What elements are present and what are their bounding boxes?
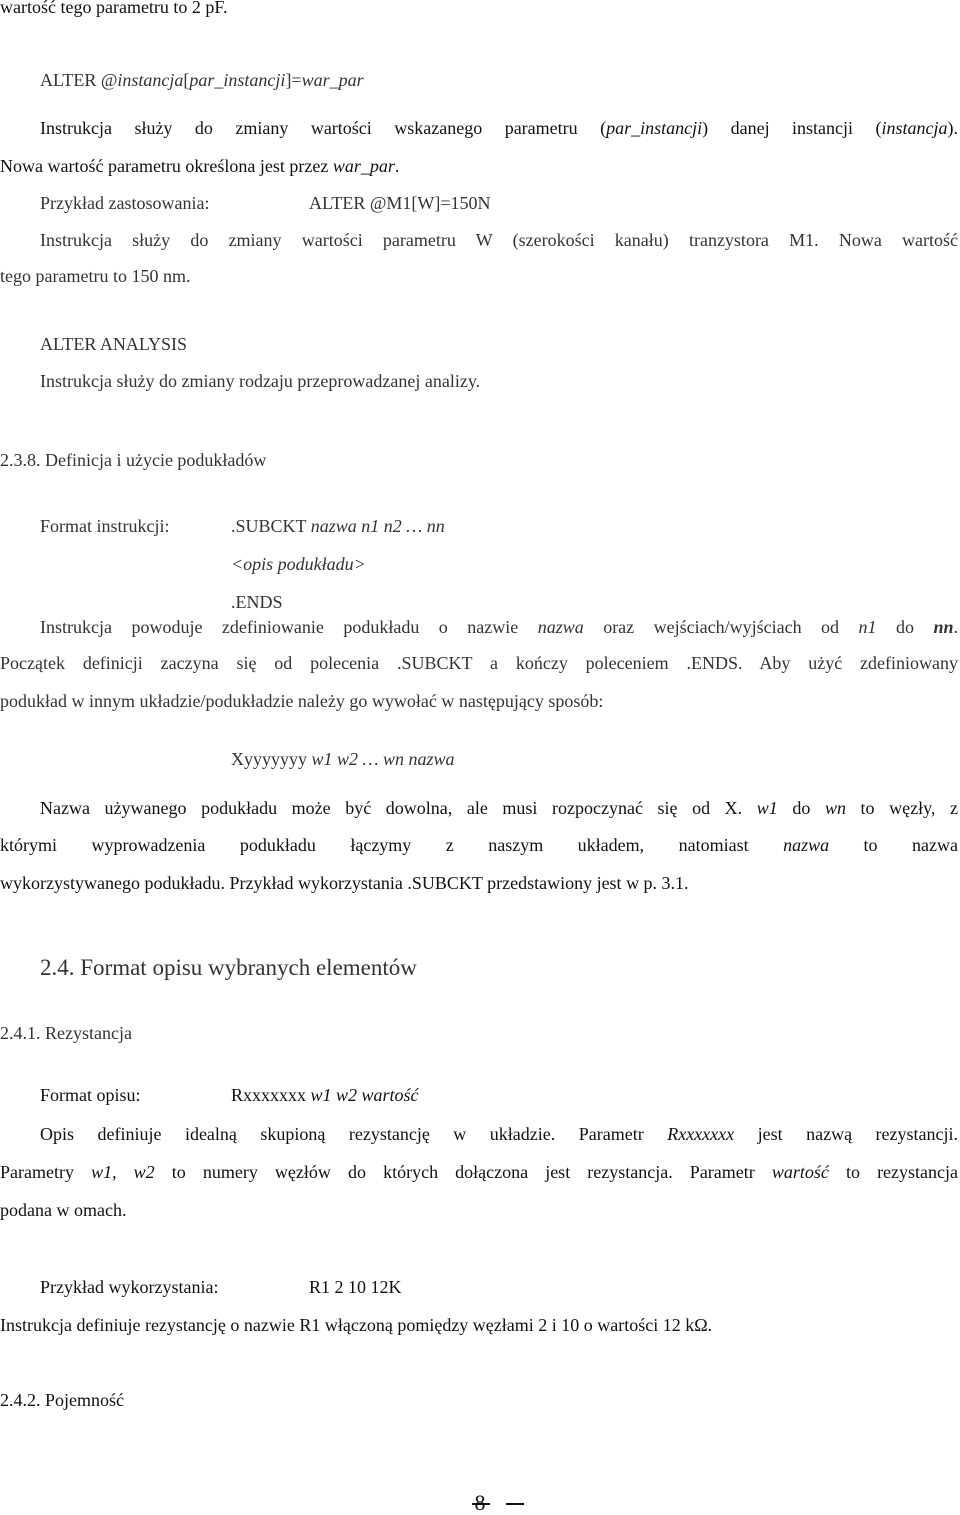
format-code: .ENDS: [231, 592, 283, 612]
paragraph-line: Instrukcja powoduje zdefiniowanie podukładu o nazwie nazwa oraz wejściach/wyjściach od n1 do nn.: [40, 617, 958, 637]
command-heading: ALTER ANALYSIS: [40, 334, 188, 354]
subsection-heading: 2.4.1. Rezystancja: [0, 1023, 132, 1043]
paragraph-line: Parametry w1, w2 to numery węzłów do których dołączona jest rezystancja. Parametr wartość to rezystancja: [0, 1162, 959, 1182]
example-code: ALTER @M1[W]=150N: [309, 193, 491, 213]
format-code: <opis podukładu>: [231, 554, 366, 574]
subsection-heading: 2.4.2. Pojemność: [0, 1390, 124, 1410]
example-label: Przykład wykorzystania:: [40, 1277, 219, 1297]
paragraph-line: podukład w innym układzie/podukładzie należy go wywołać w następujący sposób:: [0, 691, 604, 711]
section-heading-large: 2.4. Format opisu wybranych elementów: [40, 955, 417, 980]
section-heading: 2.3.8. Definicja i użycie podukładów: [0, 450, 267, 470]
format-code: .SUBCKT nazwa n1 n2 … nn: [231, 516, 445, 536]
paragraph-line: Instrukcja służy do zmiany rodzaju przeprowadzanej analizy.: [40, 371, 481, 391]
paragraph-line: którymi wyprowadzenia podukładu łączymy z naszym układem, natomiast nazwa to nazwa: [0, 835, 958, 855]
page-number: 8: [474, 1490, 486, 1515]
format-label: Format opisu:: [40, 1085, 141, 1105]
call-syntax: Xyyyyyyy w1 w2 … wn nazwa: [231, 749, 455, 769]
alter-syntax-line: ALTER @instancja[par_instancji]=war_par: [40, 70, 364, 90]
paragraph-line: Nowa wartość parametru określona jest przez war_par.: [0, 156, 400, 176]
paragraph-line: Opis definiuje idealną skupioną rezystancję w układzie. Parametr Rxxxxxxx jest nazwą rezystancji.: [40, 1124, 958, 1144]
format-code: Rxxxxxxx w1 w2 wartość: [231, 1085, 419, 1105]
paragraph-line: Początek definicji zaczyna się od polecenia .SUBCKT a kończy poleceniem .ENDS. Aby użyć zdefiniowany: [0, 653, 958, 673]
format-label: Format instrukcji:: [40, 516, 170, 536]
paragraph-line: Instrukcja służy do zmiany wartości wskazanego parametru (par_instancji) danej instancji (instancja).: [40, 118, 958, 138]
paragraph-line: podana w omach.: [0, 1200, 127, 1220]
page-number-dash-right: [506, 1503, 524, 1505]
paragraph-line: wykorzystywanego podukładu. Przykład wykorzystania .SUBCKT przedstawiony jest w p. 3.1.: [0, 873, 689, 893]
paragraph-line: Nazwa używanego podukładu może być dowolna, ale musi rozpoczynać się od X. w1 do wn to węzły, z: [40, 798, 959, 818]
example-label: Przykład zastosowania:: [40, 193, 210, 213]
text-line: wartość tego parametru to 2 pF.: [0, 0, 228, 17]
paragraph-line: tego parametru to 150 nm.: [0, 266, 191, 286]
example-code: R1 2 10 12K: [309, 1277, 402, 1297]
paragraph-line: Instrukcja definiuje rezystancję o nazwie R1 włączoną pomiędzy węzłami 2 i 10 o wartości 12 kΩ.: [0, 1315, 713, 1335]
paragraph-line: Instrukcja służy do zmiany wartości parametru W (szerokości kanału) tranzystora M1. Nowa wartość: [40, 230, 958, 250]
